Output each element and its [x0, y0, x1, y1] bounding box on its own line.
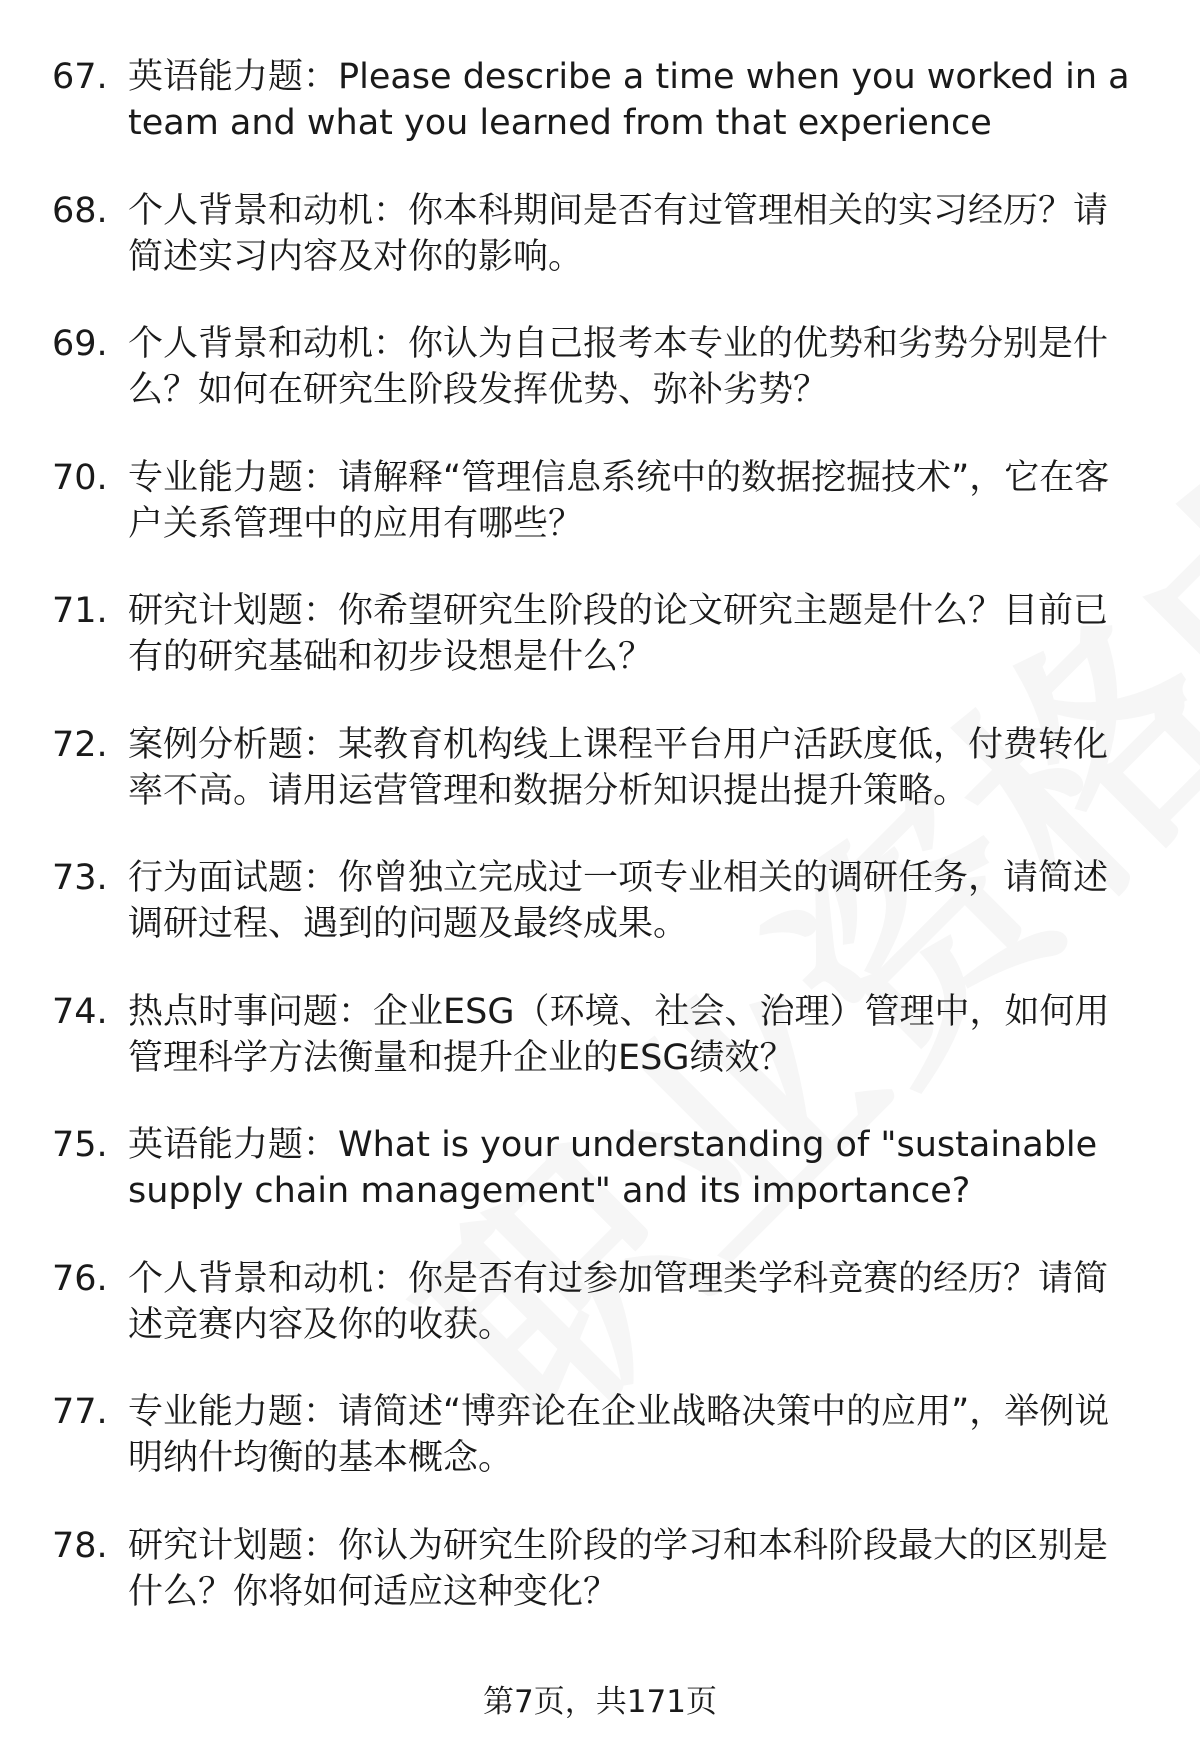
- question-item: [0, 188, 1200, 322]
- question-number: 68.: [52, 190, 108, 231]
- question-item: [0, 1523, 1200, 1657]
- question-item: [0, 722, 1200, 856]
- question-item: [0, 1256, 1200, 1390]
- question-number: 70.: [52, 457, 108, 498]
- question-item: [0, 455, 1200, 589]
- question-number: 71.: [52, 591, 108, 631]
- question-number: 77.: [52, 1392, 108, 1432]
- question-text: 专业能力题：请解释“管理信息系统中的数据挖掘技术”，它在客户关系管理中的应用有哪些？: [128, 457, 1110, 544]
- question-item: [0, 989, 1200, 1123]
- question-number: 74.: [52, 991, 108, 1032]
- page-footer: 第7页，共171页: [483, 1684, 717, 1720]
- question-text: 个人背景和动机：你是否有过参加管理类学科竞赛的经历？请简述竞赛内容及你的收获。: [128, 1258, 1109, 1345]
- question-text: 个人背景和动机：你认为自己报考本专业的优势和劣势分别是什么？如何在研究生阶段发挥优势、弥补劣势？: [128, 324, 1109, 410]
- question-text: 研究计划题：你希望研究生阶段的论文研究主题是什么？目前已有的研究基础和初步设想是什么？: [128, 591, 1109, 677]
- question-number: 73.: [52, 858, 108, 898]
- question-text: 专业能力题：请简述“博弈论在企业战略决策中的应用”，举例说明纳什均衡的基本概念。: [128, 1392, 1110, 1478]
- question-text: 行为面试题：你曾独立完成过一项专业相关的调研任务，请简述调研过程、遇到的问题及最终成果。: [128, 858, 1109, 944]
- question-number: 67.: [52, 57, 108, 97]
- question-text: 案例分析题：某教育机构线上课程平台用户活跃度低，付费转化率不高。请用运营管理和数据分析知识提出提升策略。: [128, 724, 1109, 811]
- question-item: [0, 1122, 1200, 1256]
- question-number: 72.: [52, 724, 108, 765]
- question-item: [0, 54, 1200, 188]
- question-number: 76.: [52, 1258, 108, 1299]
- question-text: 个人背景和动机：你本科期间是否有过管理相关的实习经历？请简述实习内容及对你的影响。: [128, 190, 1109, 277]
- question-number: 75.: [52, 1125, 108, 1165]
- question-item: [0, 1389, 1200, 1523]
- question-item: [0, 321, 1200, 455]
- question-text: 研究计划题：你认为研究生阶段的学习和本科阶段最大的区别是什么？你将如何适应这种变化？: [128, 1525, 1109, 1612]
- question-number: 69.: [52, 324, 108, 364]
- question-item: [0, 855, 1200, 989]
- question-text: 英语能力题：Please describe a time when you worked in a team and what you learned from that experience: [128, 57, 1130, 143]
- question-list: [0, 54, 1200, 1656]
- question-text: 热点时事问题：企业ESG（环境、社会、治理）管理中，如何用管理科学方法衡量和提升企业的ESG绩效？: [128, 991, 1110, 1078]
- question-text: 英语能力题：What is your understanding of "sustainable supply chain management" and its importance?: [128, 1125, 1098, 1211]
- question-item: [0, 588, 1200, 722]
- question-number: 78.: [52, 1525, 108, 1566]
